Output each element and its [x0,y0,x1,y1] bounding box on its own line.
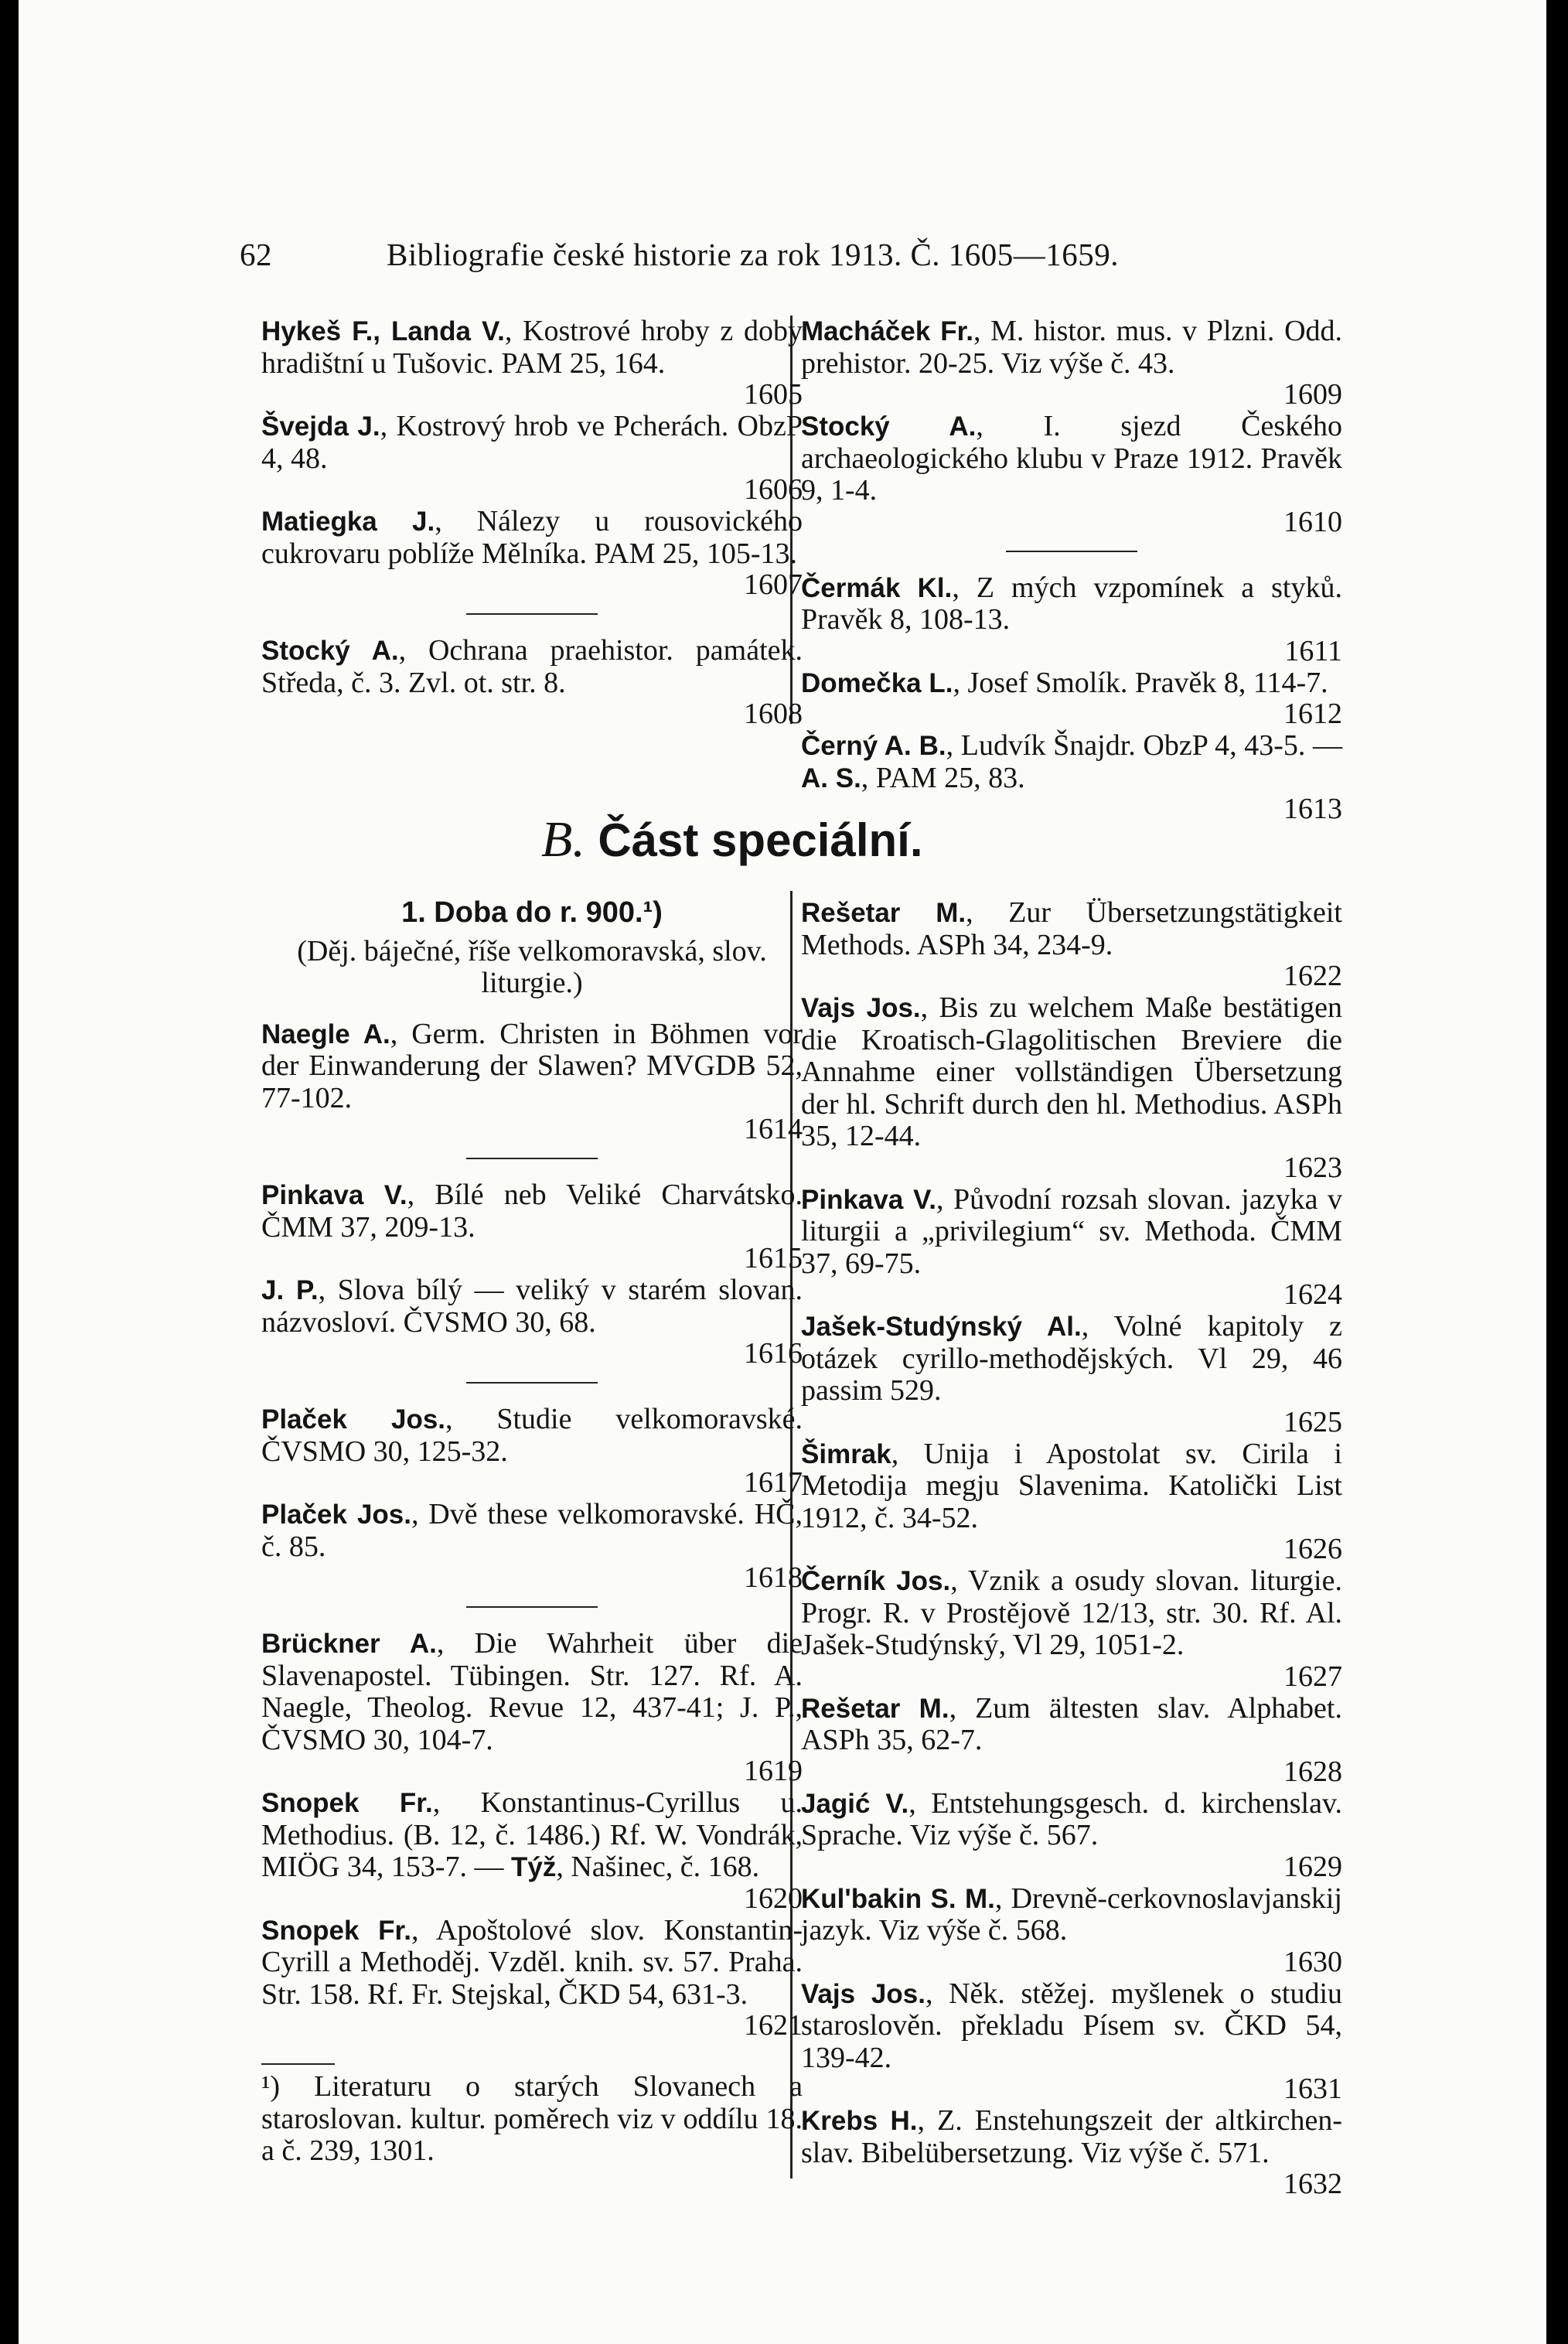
entry-number: 1627 [1283,1660,1342,1693]
entry-number: 1626 [1283,1533,1342,1565]
separator-rule [1006,551,1137,552]
entry-text: , Původní rozsah slovan. jazyka v liturgii a „privilegium“ sv. Methoda. ČMM 37, 69-75. [801,1182,1342,1280]
author: Stocký A. [801,411,977,442]
entry-text: , Volné kapitoly z otázek cyrillo-methodějských. Vl 29, 46 passim 529. [801,1310,1343,1407]
entry-number: 1625 [1283,1405,1342,1438]
entry-number: 1610 [1283,505,1342,538]
entry-text: , Vznik a osudy slovan. liturgie. Progr. R. v Prostějově 12/13, str. 30. Rf. Al. Jašek-Studýnský, Vl 29, 1051-2. [801,1564,1342,1661]
entry-number: 1607 [744,568,803,601]
entry-number: 1618 [744,1561,803,1594]
entry-1624 [801,1184,1342,1310]
entry-number: 1620 [744,1882,803,1915]
entry-1630 [801,1883,1342,1977]
entry-1609 [801,316,1342,409]
entry-text: , I. sjezd Českého archaeologického klubu v Praze 1912. Pravěk 9, 1-4. [801,410,1342,507]
entry-text: , Apoštolové slov. Konstantin-Cyrill a Methoděj. Vzděl. knih. sv. 57. Praha. Str. 158. Rf. Fr. Stejskal, ČKD 54, 631-3. [261,1913,803,2011]
entry-text: , Zum ältesten slav. Alphabet. ASPh 35, 62-7. [801,1691,1342,1756]
entry-number: 1628 [1283,1755,1342,1788]
entry-1620 [261,1787,803,1913]
entry-1605 [261,316,803,409]
entry-1616 [261,1274,803,1368]
entry-1625 [801,1311,1342,1437]
entry-number: 1609 [1283,378,1342,411]
entry-1618 [261,1499,803,1592]
author: Vajs Jos. [801,1978,925,2009]
author: Jašek-Studýnský Al. [801,1312,1082,1342]
entry-text: , Z mých vzpomínek a styků. Pravěk 8, 108-13. [801,571,1342,636]
author: Pinkava V. [801,1184,936,1215]
separator-rule [466,1158,598,1159]
entry-number: 1631 [1283,2073,1342,2105]
author-second: Týž [510,1852,557,1882]
entry-1628 [801,1693,1342,1786]
entry-text: , Unija i Apostolat sv. Cirila i Metodija megju Slavenima. Katolički List 1912, č. 34-52. [801,1437,1342,1534]
entry-number: 1624 [1283,1278,1342,1311]
entry-1632 [801,2105,1342,2199]
author: Pinkava V. [261,1180,407,1210]
author: Švejda J. [261,411,380,442]
separator-rule [466,1606,598,1608]
entry-text-second: , Našinec, č. 168. [556,1851,760,1883]
entry-number: 1621 [744,2009,803,2042]
entry-1614 [261,1018,803,1145]
page-number: 62 [240,237,272,272]
entry-text: , Kostrové hroby z doby hradištní u Tušovic. PAM 25, 164. [261,315,803,380]
author: Čermák Kl. [801,572,953,603]
entry-text: , Studie velkomoravské. ČVSMO 30, 125-32. [261,1403,803,1468]
author: Hykeš F., Landa V. [261,316,505,346]
author: Snopek Fr. [261,1915,411,1946]
entry-number: 1632 [1283,2168,1342,2200]
entry-text: , Kostrový hrob ve Pcherách. ObzP 4, 48. [261,410,803,475]
entry-text: , Konstantinus-Cyrillus u. Methodius. (B. 12, č. 1486.) Rf. W. Vondrák, MIÖG 34, 153-7. — [261,1786,803,1883]
author: Jagić V. [801,1788,909,1819]
entry-1607 [261,506,803,599]
entry-1626 [801,1438,1342,1564]
entry-text: , Entstehungsgesch. d. kirchenslav. Sprache. Viz výše č. 567. [801,1786,1342,1851]
running-title: Bibliografie české historie za rok 1913. Č. 1605—1659. [387,237,1120,272]
author: Černý A. B. [801,731,946,761]
author: J. P. [261,1275,319,1305]
entry-number: 1606 [744,473,803,506]
entry-number: 1614 [744,1113,803,1145]
author: Macháček Fr. [801,316,973,346]
entry-1612 [801,667,1342,729]
entry-1619 [261,1628,803,1786]
entry-number: 1611 [1284,634,1342,667]
page-edge [1534,0,1546,2344]
column-bottom-right [801,897,1342,2200]
running-header [240,236,1322,273]
entry-text: , Germ. Christen in Böhmen vor der Einwanderung der Slawen? MVGDB 52, 77-102. [261,1017,803,1114]
entry-1611 [801,572,1342,666]
author: Vajs Jos. [801,993,921,1023]
author: Šimrak [801,1438,891,1469]
entry-number: 1615 [744,1242,803,1274]
separator-rule [466,1382,598,1384]
entry-1631 [801,1978,1342,2104]
author: Rešetar M. [801,1693,949,1724]
entry-text: , Bílé neb Veliké Charvátsko. ČMM 37, 209-13. [261,1179,803,1244]
footnote-rule [261,2063,335,2065]
author: Snopek Fr. [261,1788,433,1818]
entry-1622 [801,897,1342,991]
section-letter: B. [541,811,585,868]
entry-1615 [261,1179,803,1273]
author: Krebs H. [801,2106,918,2136]
column-bottom-left [261,897,803,2168]
entry-text: , Ludvík Šnajdr. ObzP 4, 43-5. — [946,729,1342,762]
entry-text: , Ochrana praehistor. památek. Středa, č. 3. Zvl. ot. str. 8. [261,634,803,699]
entry-1617 [261,1404,803,1497]
column-top-left [261,316,803,730]
author: Černík Jos. [801,1566,951,1596]
entry-text: , Zur Übersetzungstätigkeit Methods. ASPh 34, 234-9. [801,896,1342,961]
entry-text: , Slova bílý — veliký v starém slovan. názvosloví. ČVSMO 30, 68. [261,1274,803,1339]
author-second: A. S. [801,763,861,793]
entry-text: , Dvě these velkomoravské. HČ, č. 85. [261,1498,803,1563]
entry-text-second: , PAM 25, 83. [861,761,1025,794]
entry-number: 1613 [1283,793,1342,825]
separator-rule [466,613,598,615]
entry-text: , Bis zu welchem Maße bestätigen die Kroatisch-Glagolitischen Breviere die Annahme einer vollständigen Übersetzung der hl. Schrift durch den hl. Methodius. ASPh 35, 12-44. [801,991,1342,1152]
entry-1627 [801,1565,1342,1691]
author: Stocký A. [261,636,399,666]
entry-text: , Josef Smolík. Pravěk 8, 114-7. [953,666,1328,699]
author: Plaček Jos. [261,1500,411,1530]
author: Kul'bakin S. M. [801,1883,995,1914]
subsection-title: 1. Doba do r. 900.¹) [401,896,663,929]
section-title-text: Část speciální. [598,814,923,866]
footnote: ¹) Literaturu o starých Slovanech a staroslovan. kultur. poměrech viz v oddílu 18. a č. 239, 1301. [261,2070,803,2167]
author: Rešetar M. [801,898,966,928]
entry-number: 1617 [744,1466,803,1499]
entry-text: , Die Wahrheit über die Slavenapostel. Tübingen. Str. 127. Rf. A. Naegle, Theolog. Revue 12, 437-41; J. P., ČVSMO 30, 104-7. [261,1627,803,1756]
entry-1613 [801,730,1342,824]
author: Naegle A. [261,1018,390,1049]
entry-1623 [801,992,1342,1182]
author: Matiegka J. [261,507,435,537]
entry-1608 [261,635,803,728]
entry-text: , Drevně-cerkovnoslavjanskij jazyk. Viz výše č. 568. [801,1882,1342,1947]
entry-1621 [261,1915,803,2041]
entry-number: 1608 [744,698,803,730]
entry-1610 [801,411,1342,537]
entry-number: 1616 [744,1337,803,1370]
entry-text: , Něk. stěžej. myšlenek o studiu staroslověn. překladu Písem sv. ČKD 54, 139-42. [801,1977,1342,2074]
author: Domečka L. [801,667,953,698]
subsection-note: (Děj. báječné, říše velkomoravská, slov. liturgie.) [297,934,767,999]
entry-number: 1622 [1283,960,1342,992]
column-top-right [801,316,1342,825]
entry-text: , Nálezy u rousovického cukrovaru poblíže Mělníka. PAM 25, 105-13. [261,505,803,570]
entry-number: 1619 [744,1755,803,1787]
entry-number: 1612 [1283,698,1342,730]
entry-number: 1629 [1283,1850,1342,1883]
entry-number: 1630 [1283,1945,1342,1978]
author: Brückner A. [261,1629,437,1659]
entry-text: , M. histor. mus. v Plzni. Odd. prehistor. 20-25. Viz výše č. 43. [801,315,1343,380]
entry-number: 1623 [1283,1151,1342,1184]
entry-1629 [801,1788,1342,1882]
entry-number: 1605 [744,378,803,411]
entry-text: , Z. Enstehungszeit der altkirchen-slav. Bibelübersetzung. Viz výše č. 571. [801,2104,1342,2169]
entry-1606 [261,411,803,504]
section-title [541,810,1082,869]
author: Plaček Jos. [261,1404,446,1435]
